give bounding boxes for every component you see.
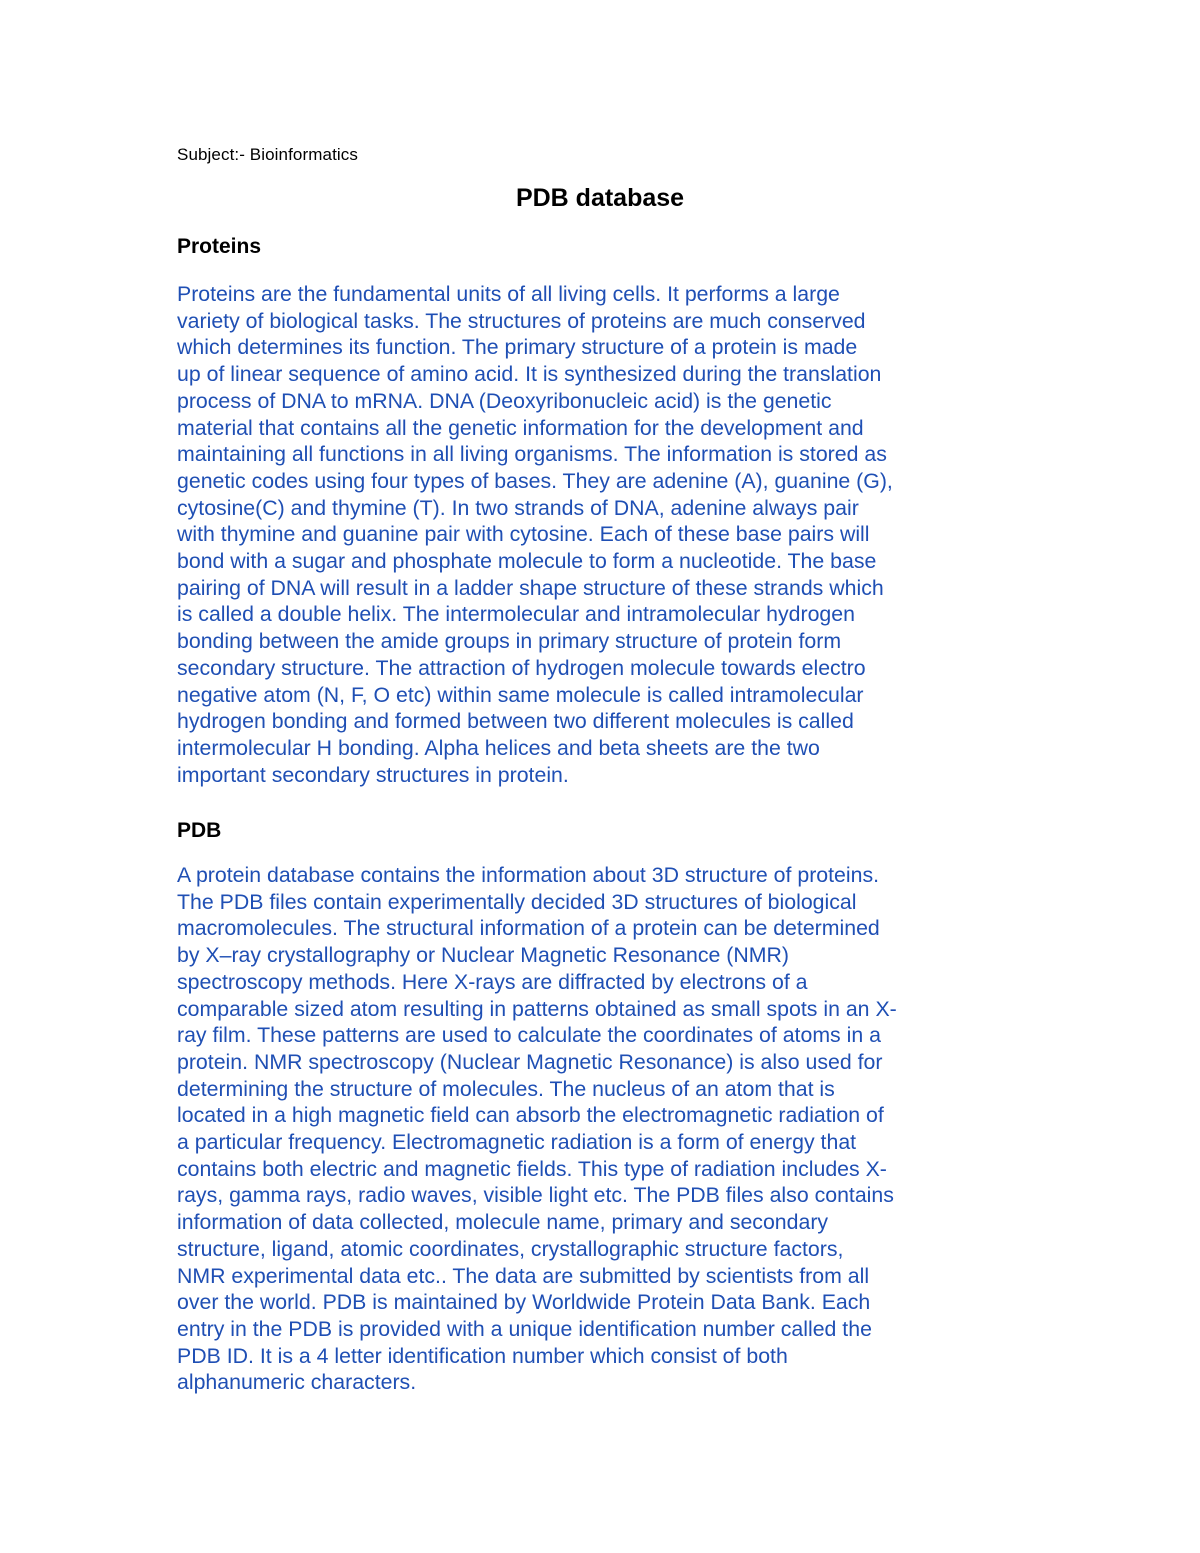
section-paragraph-pdb: A protein database contains the information about 3D structure of proteins. The PDB files contain experimentally decided 3D structures of biological macromolecules. The structural information of a protein can be determined by X–ray crystallography or Nuclear Magnetic Resonance (NMR) spectroscopy methods. Here X-rays are diffracted by electrons of a comparable sized atom resulting in patterns obtained as small spots in an X- ray film. These patterns are used to calculate the coordinates of atoms in a protein. NMR spectroscopy (Nuclear Magnetic Resonance) is also used for determining the structure of molecules. The nucleus of an atom that is located in a high magnetic field can absorb the electromagnetic radiation of a particular frequency. Electromagnetic radiation is a form of energy that contains both electric and magnetic fields. This type of radiation includes X- rays, gamma rays, radio waves, visible light etc. The PDB files also contains information of data collected, molecule name, primary and secondary structure, ligand, atomic coordinates, crystallographic structure factors, NMR experimental data etc.. The data are submitted by scientists from all over the world. PDB is maintained by Worldwide Protein Data Bank. Each entry in the PDB is provided with a unique identification number called the PDB ID. It is a 4 letter identification number which consist of both alphanumeric characters. <box>177 863 897 1395</box>
section-paragraph-proteins: Proteins are the fundamental units of all living cells. It performs a large variety of biological tasks. The structures of proteins are much conserved which determines its function. The primary structure of a protein is made up of linear sequence of amino acid. It is synthesized during the translation process of DNA to mRNA. DNA (Deoxyribonucleic acid) is the genetic material that contains all the genetic information for the development and maintaining all functions in all living organisms. The information is stored as genetic codes using four types of bases. They are adenine (A), guanine (G), cytosine(C) and thymine (T). In two strands of DNA, adenine always pair with thymine and guanine pair with cytosine. Each of these base pairs will bond with a sugar and phosphate molecule to form a nucleotide. The base pairing of DNA will result in a ladder shape structure of these strands which is called a double helix. The intermolecular and intramolecular hydrogen bonding between the amide groups in primary structure of protein form secondary structure. The attraction of hydrogen molecule towards electro negative atom (N, F, O etc) within same molecule is called intramolecular hydrogen bonding and formed between two different molecules is called intermolecular H bonding. Alpha helices and beta sheets are the two important secondary structures in protein. <box>177 282 893 787</box>
document-title: PDB database <box>515 184 685 212</box>
section-heading-pdb: PDB <box>177 819 222 842</box>
section-heading-proteins: Proteins <box>177 235 262 258</box>
subject-line: Subject:- Bioinformatics <box>177 145 358 164</box>
